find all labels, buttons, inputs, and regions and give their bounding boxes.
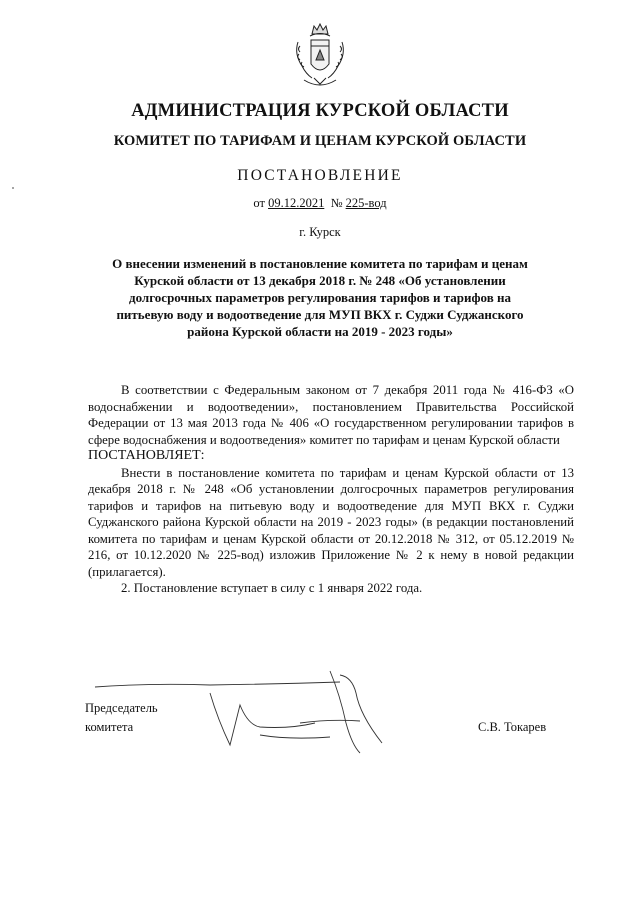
document-number: 225-вод <box>345 196 387 210</box>
preamble-paragraph: В соответствии с Федеральным законом от 7 декабря 2011 года № 416-ФЗ «О водоснабжении и водоотведении», постановлением Правительства Российской Федерации от 13 мая 2013 года № 406 «О государственном регулировании тарифов в сфере водоснабжения и водоотведения» комитет по тарифам и ценам Курской области <box>88 383 574 447</box>
resolves-heading: ПОСТАНОВЛЯЕТ: <box>88 448 205 463</box>
signatory-title-line-2: комитета <box>85 720 134 734</box>
document-body <box>88 382 574 597</box>
number-prefix: № <box>330 196 343 210</box>
subject-line: долгосрочных параметров регулирования тарифов и тарифов на <box>129 290 511 305</box>
date-number-line <box>0 196 640 211</box>
item-1-paragraph: Внести в постановление комитета по тарифам и ценам Курской области от 13 декабря 2018 г. № 248 «Об установлении долгосрочных параметров регулирования тарифов и тарифов на питьевую воду и водоотведение для МУП ВКХ г. Суджи Суджанского района Курской области на 2019 - 2023 годы» (в редакции постановлений комитета по тарифам и ценам Курской области от 20.12.2018 № 312, от 05.12.2019 № 216, от 10.12.2020 № 225-вод) изложив Приложение № 2 к нему в новой редакции (прилагается). <box>88 465 574 579</box>
coat-of-arms-icon <box>290 20 350 92</box>
administration-title: АДМИНИСТРАЦИЯ КУРСКОЙ ОБЛАСТИ <box>131 101 509 121</box>
subject-line: Курской области от 13 декабря 2018 г. № 248 «Об установлении <box>134 273 506 288</box>
document-date: 09.12.2021 <box>268 196 325 210</box>
committee-title: КОМИТЕТ ПО ТАРИФАМ И ЦЕНАМ КУРСКОЙ ОБЛАСТИ <box>113 133 527 149</box>
scan-speck <box>12 187 14 189</box>
city: г. Курск <box>299 225 341 239</box>
item-2-paragraph: 2. Постановление вступает в силу с 1 января 2022 года. <box>121 581 423 595</box>
subject-line: О внесении изменений в постановление комитета по тарифам и ценам <box>112 256 528 271</box>
signatory-title-line-1: Председатель <box>85 701 158 715</box>
subject-line: района Курской области на 2019 - 2023 годы» <box>187 324 453 339</box>
document-type: ПОСТАНОВЛЕНИЕ <box>237 167 403 184</box>
signatory-name: С.В. Токарев <box>478 720 547 734</box>
subject-line: питьевую воду и водоотведение для МУП ВКХ г. Суджи Суджанского <box>116 307 524 322</box>
document-subject <box>80 255 560 340</box>
date-prefix: от <box>253 196 265 210</box>
